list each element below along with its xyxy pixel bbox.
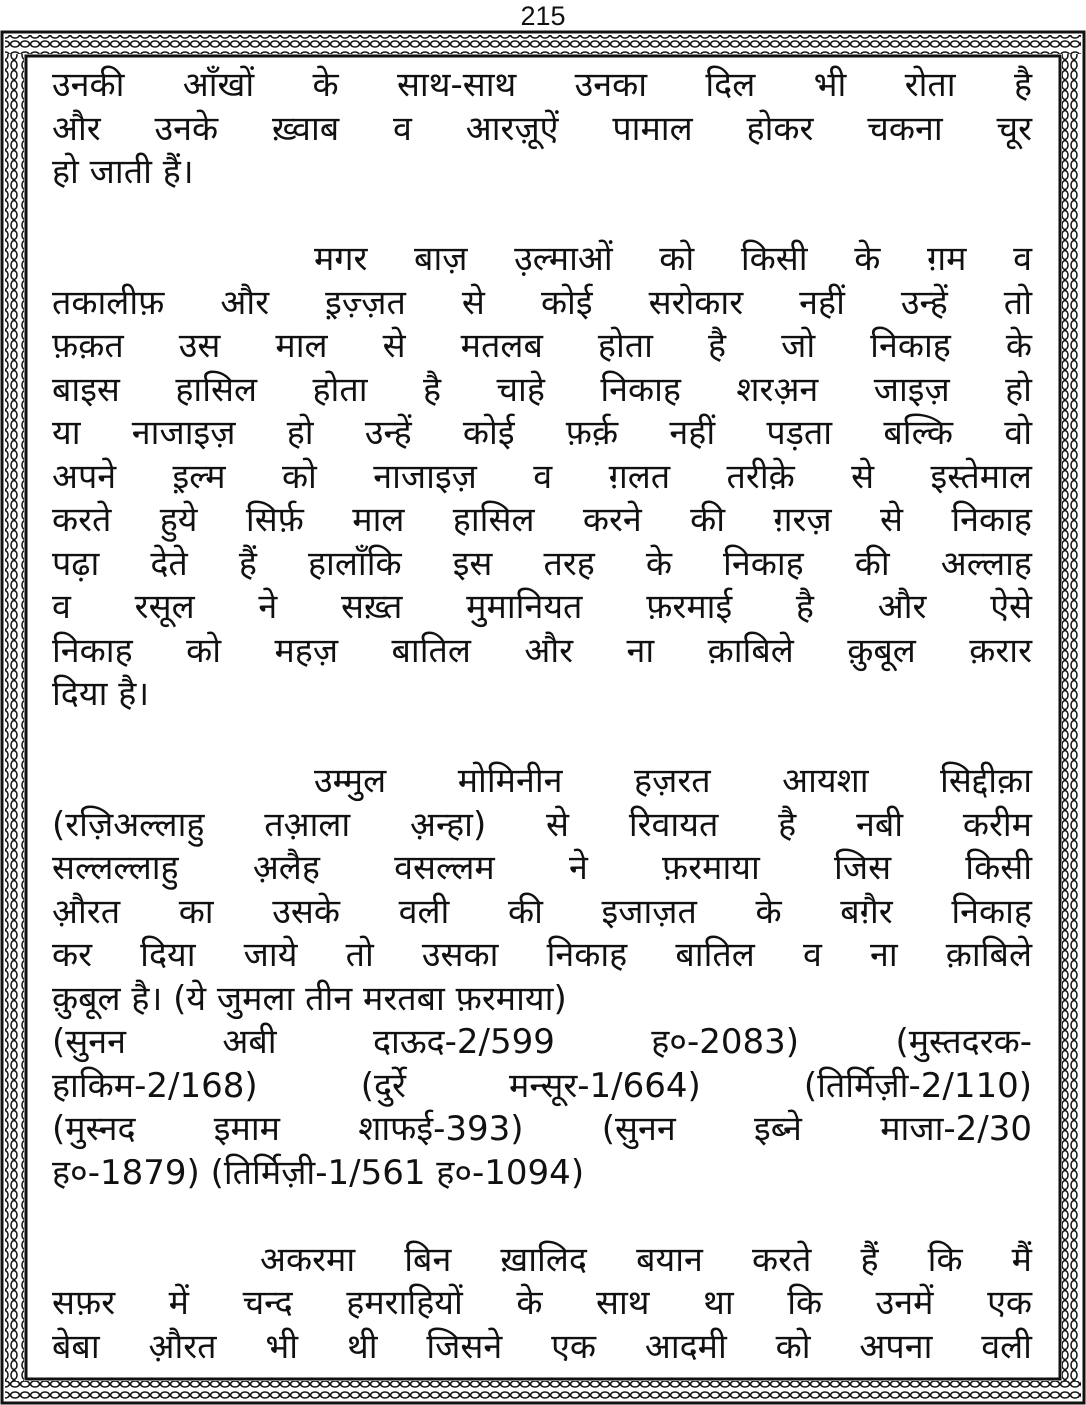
page-number: 215 — [520, 1, 566, 31]
paragraph-4 — [52, 1239, 1032, 1370]
text-line: या नाजाइज़ हो उन्हें कोई फ़र्क़ नहीं पड़ता बल्कि वो — [52, 413, 1032, 453]
text-line: (रज़िअल्लाहु तआ़ला अ़न्हा) से रिवायत है नबी करीम — [52, 804, 1032, 845]
citation-line: ह०-1879) (तिर्मिज़ी-1/561 ह०-1094) — [52, 1152, 585, 1193]
text-line: फ़क़त उस माल से मतलब होता है जो निकाह के — [52, 326, 1032, 366]
text-line: सफ़र में चन्द हमराहियों के साथ था कि उनमें एक — [52, 1283, 1032, 1323]
page-body — [52, 64, 1032, 1369]
text-line: सल्लल्लाहु अ़लैह वसल्लम ने फ़रमाया जिस किसी — [52, 848, 1032, 888]
citation-line: (मुस्नद इमाम शाफई-393) (सुनन इब्ने माजा-2/30 — [52, 1109, 1032, 1149]
text-line: दिया है। — [52, 674, 150, 714]
text-line: बेबा औ़रत भी थी जिसने एक आदमी को अपना वली — [52, 1326, 1032, 1367]
paragraph-1 — [52, 64, 1032, 195]
text-line: मगर बाज़ उ़ल्माओं को किसी के ग़म व — [314, 239, 1032, 279]
text-line: कर दिया जाये तो उसका निकाह बातिल व ना क़ाबिले — [52, 935, 1032, 975]
citation-line: (सुनन अबी दाऊद-2/599 ह०-2083) (मुस्तदरक- — [52, 1022, 1032, 1062]
paragraph-2 — [52, 238, 1032, 717]
text-line: करते हुये सिर्फ़ माल हासिल करने की ग़रज़ से निकाह — [52, 500, 1032, 540]
paragraph-3 — [52, 760, 1032, 1195]
paragraph-gap — [52, 195, 1032, 239]
text-line: तकालीफ़ और इ़ज़्ज़त से कोई सरोकार नहीं उन्हें तो — [52, 282, 1032, 323]
text-line: औ़रत का उसके वली की इजाज़त के बग़ैर निकाह — [52, 891, 1032, 932]
text-line: पढ़ा देते हैं हालाँकि इस तरह के निकाह की अल्लाह — [52, 543, 1032, 584]
text-line: उनकी आँखों के साथ-साथ उनका दिल भी रोता है — [52, 65, 1032, 105]
text-line: अपने इ़ल्म को नाजाइज़ व ग़लत तरीक़े से इस्तेमाल — [52, 456, 1032, 497]
text-line: बाइस हासिल होता है चाहे निकाह शरअ़न जाइज़ हो — [52, 369, 1032, 410]
text-line: व रसूल ने सख़्त मुमानियत फ़रमाई है और ऐसे — [52, 587, 1032, 627]
citation-line: हाकिम-2/168) (दुर्रे मन्सूर-1/664) (तिर्मिज़ी-2/110) — [52, 1065, 1032, 1106]
text-line: अकरमा बिन ख़ालिद बयान करते हैं कि मैं — [260, 1239, 1032, 1280]
text-line: हो जाती हैं। — [52, 152, 194, 192]
text-line: निकाह को महज़ बातिल और ना क़ाबिले क़ुबूल क़रार — [52, 630, 1032, 671]
text-line: क़ुबूल है। (ये जुमला तीन मरतबा फ़रमाया) — [52, 978, 567, 1019]
paragraph-gap — [52, 717, 1032, 761]
text-line: और उनके ख़्वाब व आरज़ूऐं पामाल होकर चकना चूर — [52, 108, 1032, 149]
text-line: उम्मुल मोमिनीन हज़रत आयशा सिद्दीक़ा — [314, 761, 1032, 801]
paragraph-gap — [52, 1195, 1032, 1239]
